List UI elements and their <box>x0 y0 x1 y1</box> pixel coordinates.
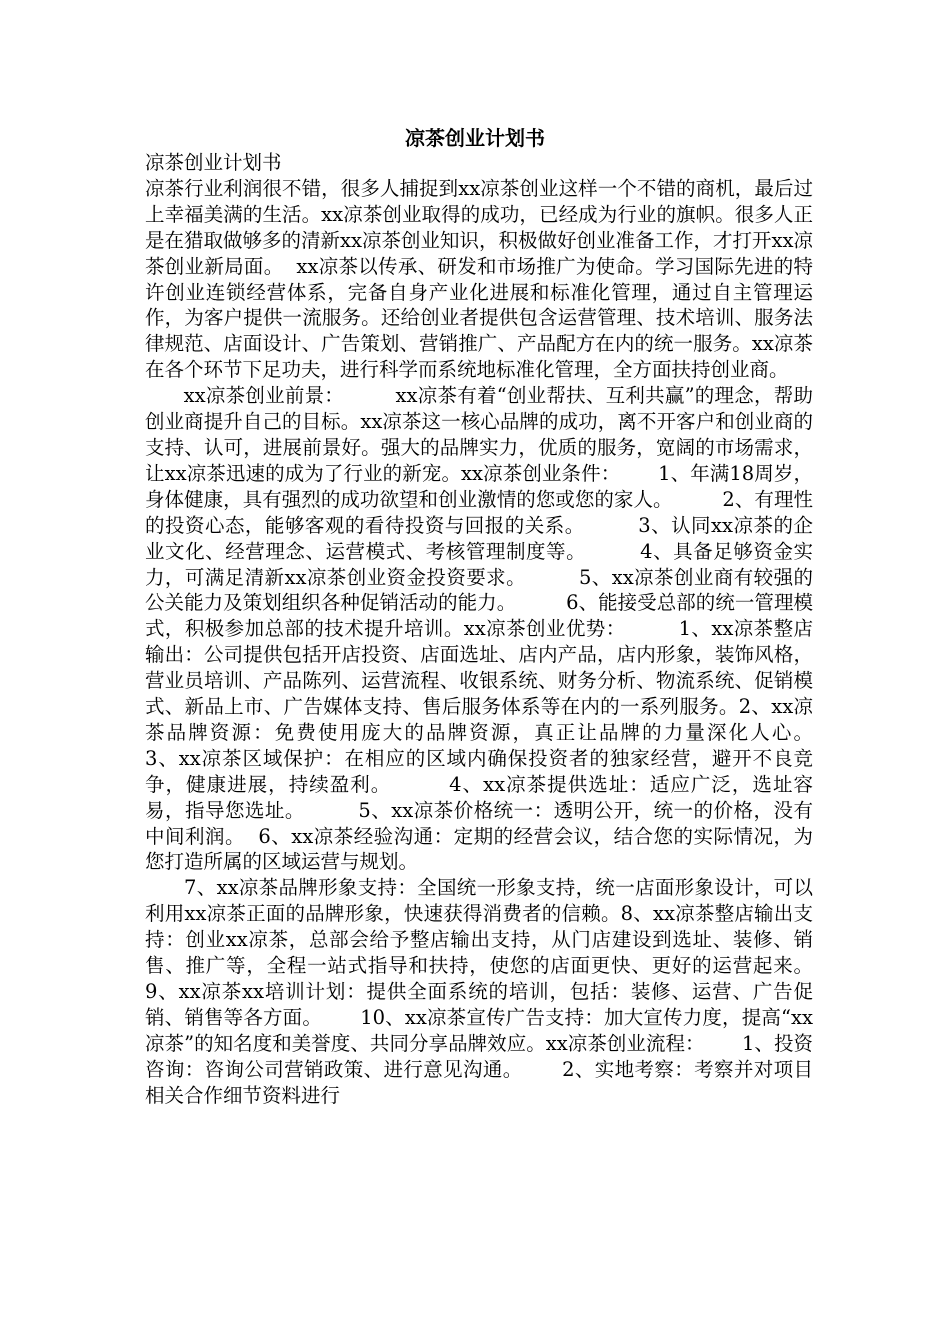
document-body <box>145 150 863 1109</box>
document-title: 凉茶创业计划书 <box>405 126 545 150</box>
paragraph-intro: 凉茶行业利润很不错，很多人捕捉到xx凉茶创业这样一个不错的商机，最后过上幸福美满的生活。xx凉茶创业取得的成功，已经成为行业的旗帜。很多人正是在猎取做够多的清新xx凉茶创业知识，积极做好创业准备工作，才打开xx凉茶创业新局面。 xx凉茶以传承、研发和市场推广为使命。学习国际先进的特许创业连锁经营体系，完备自身产业化进展和标准化管理，通过自主管理运作，为客户提供一流服务。还给创业者提供包含运营管理、技术培训、服务法律规范、店面设计、广告策划、营销推广、产品配方在内的统一服务。xx凉茶在各个环节下足功夫，进行科学而系统地标准化管理，全方面扶持创业商。 <box>145 176 813 382</box>
paragraph-prospects: xx凉茶创业前景： xx凉茶有着“创业帮扶、互利共赢”的理念，帮助创业商提升自己的目标。xx凉茶这一核心品牌的成功，离不开客户和创业商的支持、认可，进展前景好。强大的品牌实力，优质的服务，宽阔的市场需求，让xx凉茶迅速的成为了行业的新宠。xx凉茶创业条件： 1、年满18周岁，身体健康，具有强烈的成功欲望和创业激情的您或您的家人。 2、有理性的投资心态，能够客观的看待投资与回报的关系。 3、认同xx凉茶的企业文化、经营理念、运营模式、考核管理制度等。 4、具备足够资金实力，可满足清新xx凉茶创业资金投资要求。 5、xx凉茶创业商有较强的公关能力及策划组织各种促销活动的能力。 6、能接受总部的统一管理模式，积极参加总部的技术提升培训。xx凉茶创业优势： 1、xx凉茶整店输出：公司提供包括开店投资、店面选址、店内产品，店内形象，装饰风格，营业员培训、产品陈列、运营流程、收银系统、财务分析、物流系统、促销模式、新品上市、广告媒体支持、售后服务体系等在内的一系列服务。2、xx凉茶品牌资源：免费使用庞大的品牌资源，真正让品牌的力量深化人心。 3、xx凉茶区域保护：在相应的区域内确保投资者的独家经营，避开不良竞争，健康进展，持续盈利。 4、xx凉茶提供选址：适应广泛，选址容易，指导您选址。 5、xx凉茶价格统一：透明公开，统一的价格，没有中间利润。 6、xx凉茶经验沟通：定期的经营会议，结合您的实际情况，为您打造所属的区域运营与规划。 <box>145 384 863 874</box>
paragraph-heading: 凉茶创业计划书 <box>145 151 282 174</box>
paragraph-support: 7、xx凉茶品牌形象支持：全国统一形象支持，统一店面形象设计，可以利用xx凉茶正面的品牌形象，快速获得消费者的信赖。8、xx凉茶整店输出支持：创业xx凉茶，总部会给予整店输出支持，从门店建设到选址、装修、销售、推广等，全程一站式指导和扶持，使您的店面更快、更好的运营起来。 9、xx凉茶xx培训计划：提供全面系统的培训，包括：装修、运营、广告促销、销售等各方面。 10、xx凉茶宣传广告支持：加大宣传力度，提高“xx凉茶”的知名度和美誉度、共同分享品牌效应。xx凉茶创业流程： 1、投资咨询：咨询公司营销政策、进行意见沟通。 2、实地考察：考察并对项目相关合作细节资料进行 <box>145 876 863 1107</box>
